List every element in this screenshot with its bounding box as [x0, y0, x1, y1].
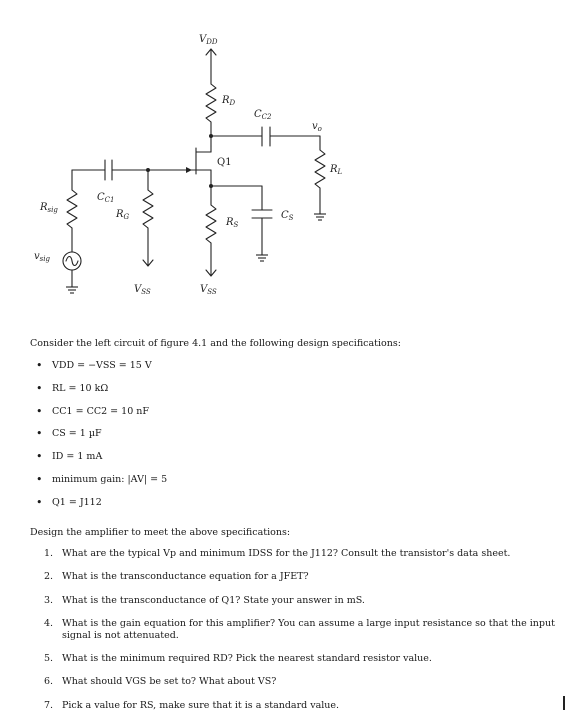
- vdd-label: $V_{DD}$: [199, 34, 218, 46]
- rg-resistor: [143, 190, 153, 228]
- question-number: 5.: [44, 652, 54, 664]
- spec-item: • minimum gain: |AV| = 5: [30, 474, 550, 497]
- question-number: 6.: [44, 676, 54, 688]
- rsig-label: $R_{sig}$: [40, 202, 58, 214]
- ground-symbol-vsig: [66, 287, 78, 293]
- spec-item: • RL = 10 kΩ: [30, 383, 550, 406]
- question-text: What are the typical Vp and minimum IDSS for the J112? Consult the transistor's data sheet.: [62, 548, 511, 559]
- question-text: What is the gain equation for this amplifier? You can assume a large input resistance so that the input signal is not attenuated.: [62, 618, 555, 641]
- question-list: [44, 548, 570, 723]
- question-text: Pick a value for RS, make sure that it is a standard value.: [62, 699, 340, 711]
- question-item: [44, 595, 570, 606]
- vsig-wave: [66, 257, 78, 266]
- question-number: 3.: [44, 594, 54, 606]
- question-item: [44, 676, 570, 687]
- rs-resistor: [206, 205, 216, 243]
- vss-left-label: $V_{SS}$: [134, 284, 151, 296]
- cc2-label: $C_{C2}$: [254, 109, 272, 121]
- rd-resistor: [206, 84, 216, 122]
- rl-resistor: [315, 150, 325, 188]
- cc1-label: $C_{C1}$: [97, 192, 115, 204]
- rsig-resistor: [67, 190, 77, 228]
- question-item: [44, 618, 570, 641]
- spec-item: • CS = 1 µF: [30, 428, 550, 451]
- rl-label: $R_L$: [330, 164, 343, 176]
- ground-symbol-cs: [256, 255, 268, 261]
- question-item: [44, 571, 570, 582]
- vo-label: $v_o$: [312, 121, 322, 133]
- intro-paragraph: Consider the left circuit of figure 4.1 and the following design specifications:: [30, 338, 401, 349]
- spec-item: • ID = 1 mA: [30, 451, 550, 474]
- design-instruction: Design the amplifier to meet the above specifications:: [30, 527, 291, 538]
- rs-label: $R_S$: [226, 217, 239, 229]
- spec-item: • VDD = −VSS = 15 V: [30, 360, 550, 383]
- question-text: What is the minimum required RD? Pick the nearest standard resistor value.: [62, 652, 432, 664]
- question-text: What is the transconductance of Q1? State your answer in mS.: [62, 594, 365, 606]
- question-text: What is the transconductance equation for a JFET?: [62, 571, 309, 583]
- spec-item: • Q1 = J112: [30, 497, 550, 520]
- q1-label: Q1: [217, 157, 232, 168]
- cs-label: $C_S$: [281, 210, 294, 222]
- question-number: 7.: [44, 699, 54, 711]
- rd-label: $R_D$: [222, 95, 236, 107]
- rg-label: $R_G$: [116, 209, 130, 221]
- question-item: [44, 548, 570, 559]
- question-text: What should VGS be set to? What about VS?: [62, 676, 277, 688]
- spec-item: • CC1 = CC2 = 10 nF: [30, 406, 550, 429]
- margin-mark: [563, 696, 565, 710]
- question-item: [44, 653, 570, 664]
- ground-symbol-rl: [314, 214, 326, 220]
- question-number: 2.: [44, 571, 54, 583]
- circuit-diagram: [0, 0, 576, 330]
- question-number: 4.: [44, 618, 54, 630]
- question-item: [44, 700, 570, 711]
- question-number: 1.: [44, 548, 54, 559]
- vsig-label: $v_{sig}$: [34, 251, 50, 263]
- spec-list: [30, 360, 550, 520]
- vss-right-label: $V_{SS}$: [200, 284, 217, 296]
